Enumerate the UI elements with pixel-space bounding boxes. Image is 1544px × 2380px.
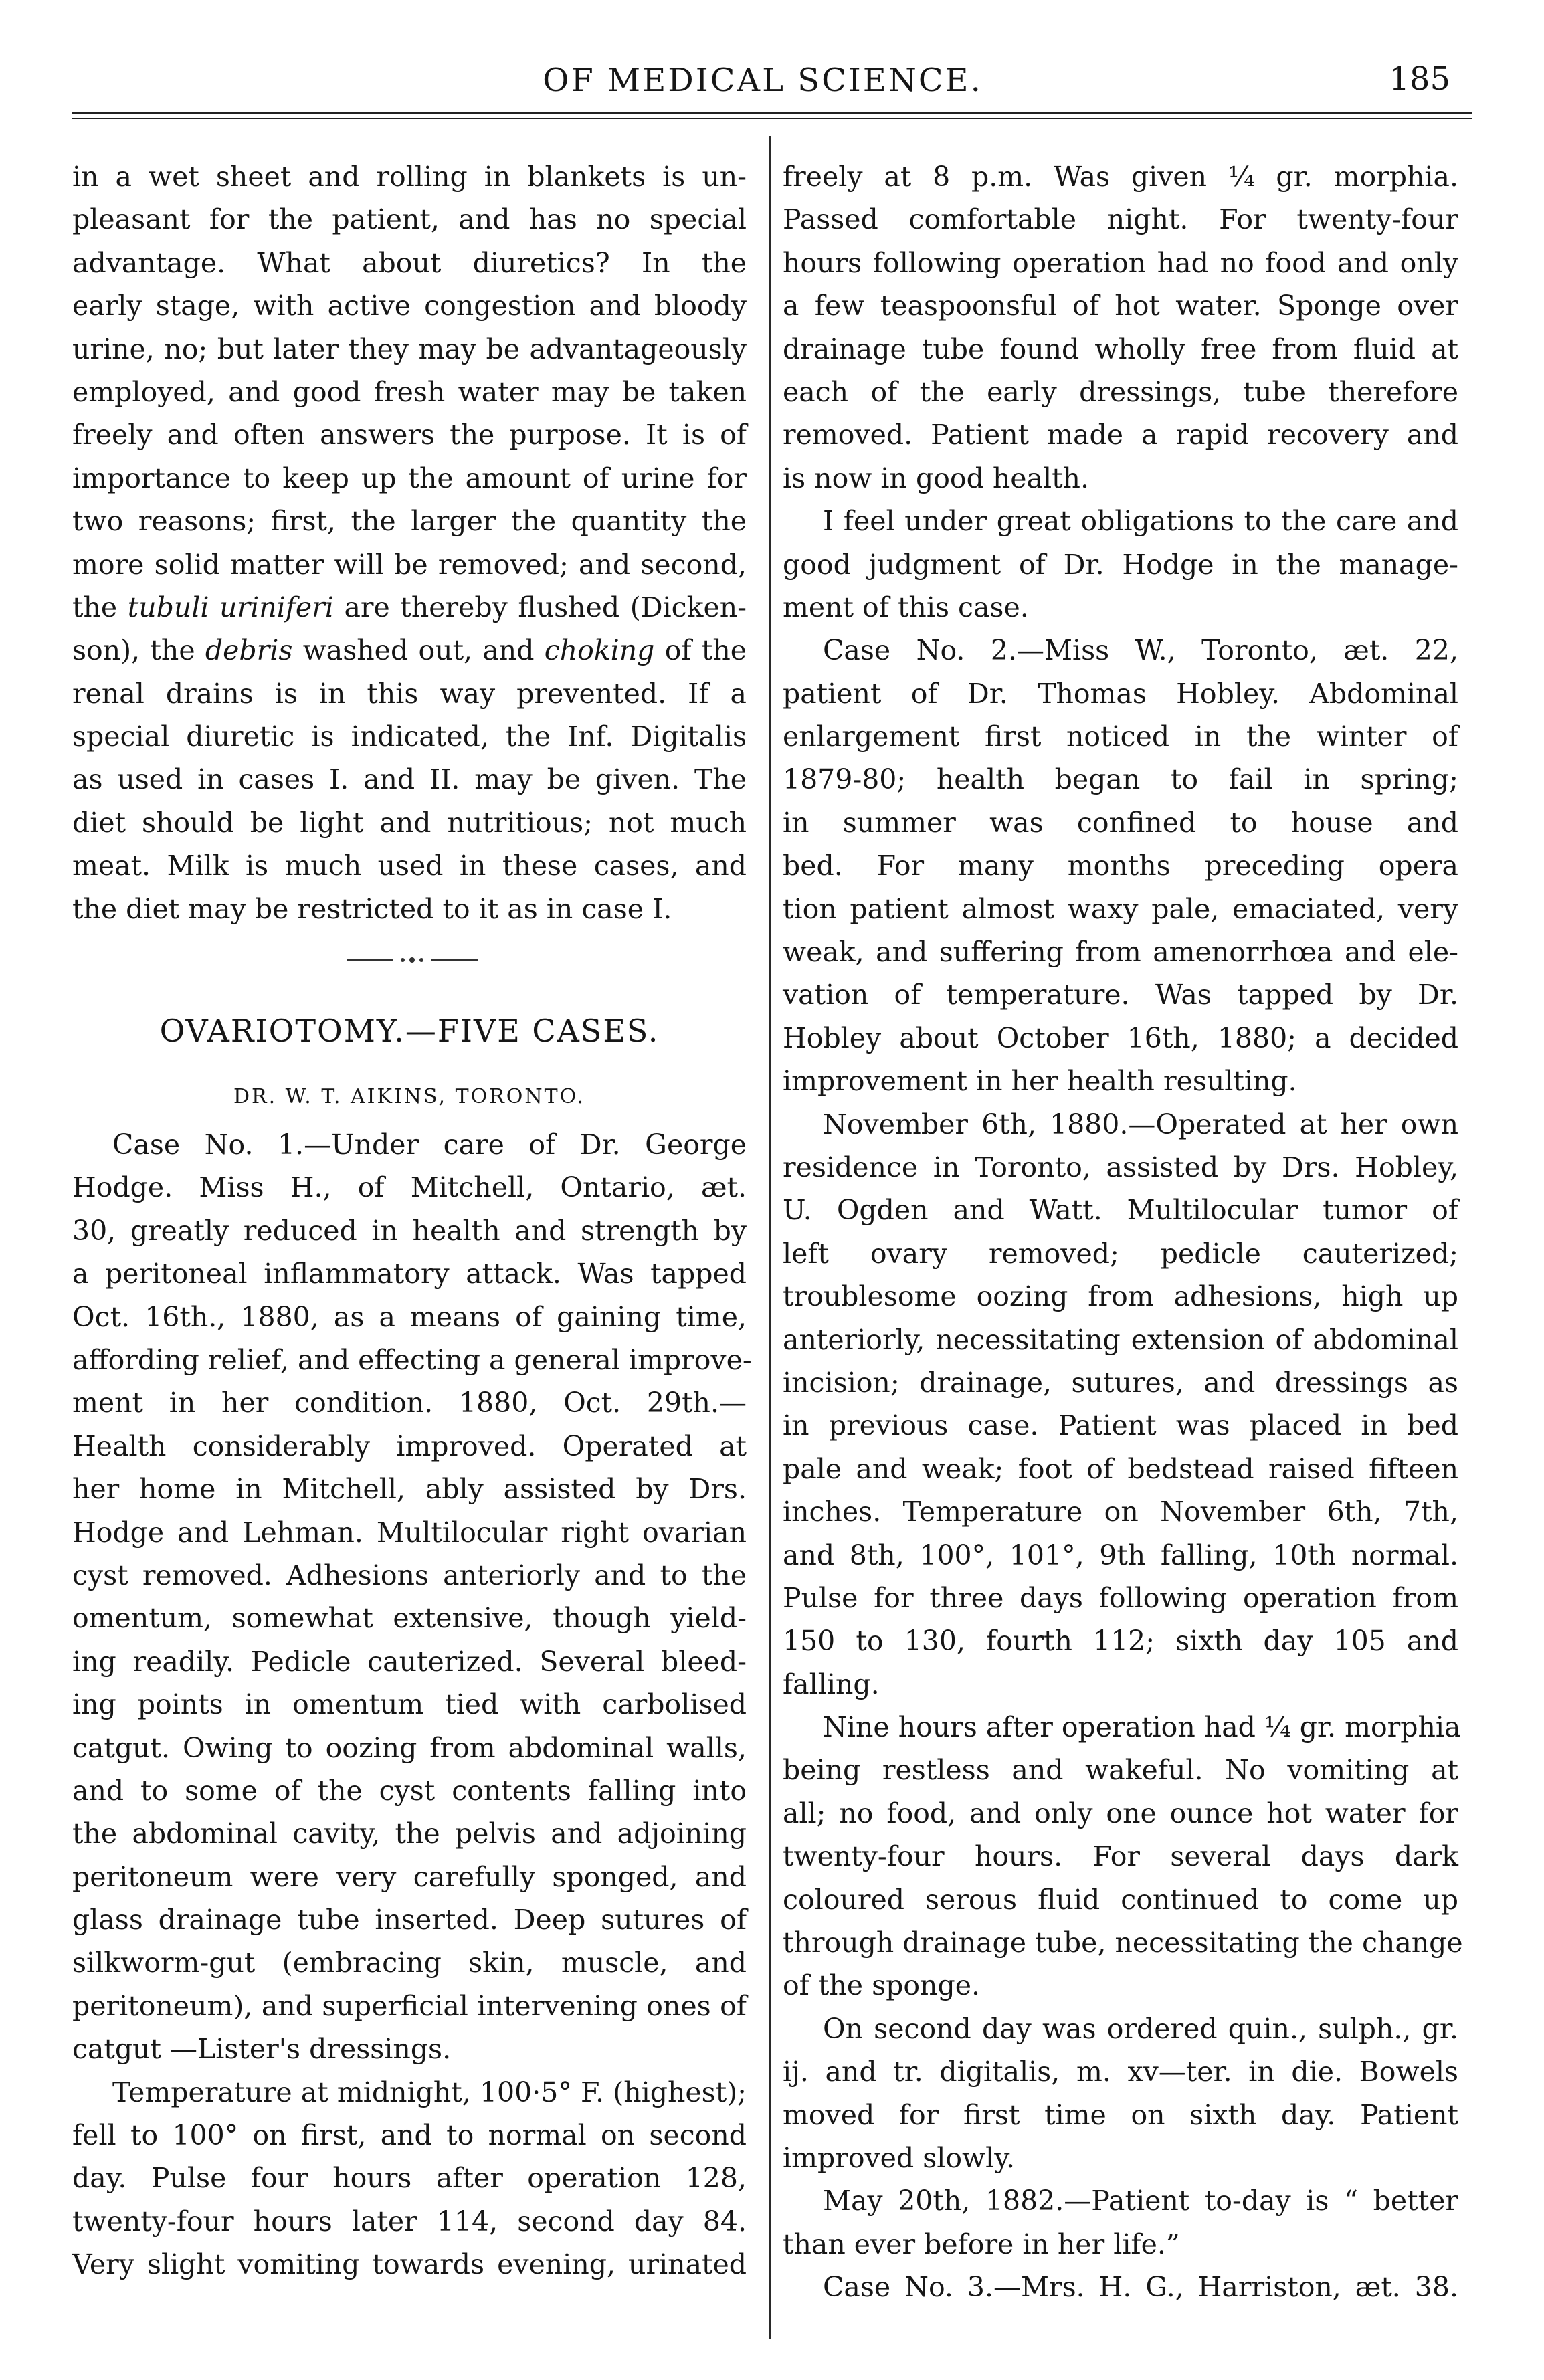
text-line: [72, 629, 747, 672]
text-line: residence in Toronto, assisted by Drs. Hobley,: [783, 1151, 1458, 1183]
text-line: employed, and good fresh water may be taken: [72, 375, 747, 408]
text-line: urine, no; but later they may be advantageously: [72, 332, 747, 365]
text-line: Very slight vomiting towards evening, urinated: [72, 2248, 747, 2281]
paragraph-case-1-temperature: [72, 2071, 747, 2286]
text-line: U. Ogden and Watt. Multilocular tumor of: [783, 1194, 1458, 1227]
text-line: incision; drainage, sutures, and dressings as: [783, 1366, 1458, 1399]
page-number: 185: [1389, 60, 1450, 98]
text-line: patient of Dr. Thomas Hobley. Abdominal: [783, 677, 1458, 710]
paragraph-case-2-medication: [783, 2007, 1458, 2180]
text-line: Case No. 3.—Mrs. H. G., Harriston, æt. 38.: [823, 2271, 1458, 2304]
text-line: of the sponge.: [783, 1969, 980, 2002]
text-line: cyst removed. Adhesions anteriorly and to the: [72, 1559, 747, 1591]
paragraph-acknowledgement: [783, 500, 1458, 629]
text-line: enlargement first noticed in the winter of: [783, 720, 1458, 753]
text-line: and 8th, 100°, 101°, 9th falling, 10th normal.: [783, 1539, 1458, 1571]
text-line: tion patient almost waxy pale, emaciated, very: [783, 892, 1458, 925]
text-line: through drainage tube, necessitating the change: [783, 1926, 1463, 1959]
right-column: [783, 155, 1463, 2309]
paragraph-case-2-outcome: [783, 2179, 1458, 2266]
column-divider: [769, 136, 771, 2339]
text-line: hours following operation had no food and only: [783, 246, 1458, 279]
text-line: is now in good health.: [783, 462, 1089, 494]
text-line: pleasant for the patient, and has no special: [72, 203, 747, 236]
text-line: peritoneum were very carefully sponged, and: [72, 1860, 747, 1893]
text-line: meat. Milk is much used in these cases, and: [72, 850, 747, 882]
text-line: improvement in her health resulting.: [783, 1065, 1297, 1098]
text-line: as used in cases I. and II. may be given. The: [72, 763, 747, 796]
text-line: anteriorly, necessitating extension of abdominal: [783, 1323, 1458, 1356]
text-line: left ovary removed; pedicle cauterized;: [783, 1237, 1458, 1270]
italic-term: choking: [544, 634, 655, 667]
text-line: the diet may be restricted to it as in case I.: [72, 892, 672, 925]
text-line: weak, and suffering from amenorrhœa and ele-: [783, 936, 1458, 969]
italic-term: debris: [205, 634, 293, 667]
text-line: [72, 586, 747, 629]
text-line: ij. and tr. digitalis, m. xv—ter. in die. Bowels: [783, 2056, 1458, 2088]
text-line: Case No. 2.—Miss W., Toronto, æt. 22,: [823, 634, 1458, 667]
text-line: 30, greatly reduced in health and strength by: [72, 1214, 747, 1247]
text-run: son), the: [72, 634, 205, 667]
text-line: all; no food, and only one ounce hot water for: [783, 1797, 1458, 1829]
paragraph-case-2: [783, 629, 1458, 1102]
text-line: ing points in omentum tied with carbolised: [72, 1688, 747, 1721]
text-line: in summer was confined to house and: [783, 806, 1458, 839]
text-line: each of the early dressings, tube therefore: [783, 375, 1458, 408]
text-line: ment in her condition. 1880, Oct. 29th.—: [72, 1387, 747, 1419]
paragraph-case-2-operation: [783, 1103, 1458, 1706]
text-line: ment of this case.: [783, 591, 1029, 623]
text-line: day. Pulse four hours after operation 128,: [72, 2162, 747, 2195]
text-line: twenty-four hours later 114, second day 84.: [72, 2205, 747, 2238]
text-line: Oct. 16th., 1880, as a means of gaining time,: [72, 1300, 747, 1333]
text-line: 150 to 130, fourth 112; sixth day 105 and: [783, 1625, 1458, 1658]
text-line: diet should be light and nutritious; not much: [72, 806, 747, 839]
text-line: a few teaspoonsful of hot water. Sponge over: [783, 290, 1458, 322]
text-line: twenty-four hours. For several days dark: [783, 1840, 1458, 1873]
text-line: inches. Temperature on November 6th, 7th,: [783, 1496, 1458, 1528]
paragraph-case-1-recovery: [783, 155, 1458, 500]
text-line: Passed comfortable night. For twenty-four: [783, 203, 1458, 236]
text-line: early stage, with active congestion and bloody: [72, 290, 747, 322]
text-line: drainage tube found wholly free from fluid at: [783, 332, 1458, 365]
text-line: freely and often answers the purpose. It is of: [72, 419, 747, 452]
text-line: affording relief, and effecting a general improve-: [72, 1343, 752, 1376]
text-line: the abdominal cavity, the pelvis and adjoining: [72, 1817, 747, 1850]
article-author: DR. W. T. AIKINS, TORONTO.: [233, 1085, 586, 1109]
text-line: On second day was ordered quin., sulph., gr.: [823, 2012, 1458, 2045]
text-run: the: [72, 591, 128, 623]
text-line: more solid matter will be removed; and second,: [72, 548, 747, 581]
text-line: Health considerably improved. Operated at: [72, 1429, 747, 1462]
text-line: improved slowly.: [783, 2141, 1016, 2174]
text-line: omentum, somewhat extensive, though yield-: [72, 1602, 747, 1635]
text-line: Hodge. Miss H., of Mitchell, Ontario, æt.: [72, 1171, 747, 1204]
divider-ornament: [347, 956, 478, 964]
text-line: pale and weak; foot of bedstead raised fifteen: [783, 1452, 1458, 1485]
text-line: a peritoneal inflammatory attack. Was tapped: [72, 1258, 747, 1290]
text-run: of the: [654, 634, 747, 667]
article-title: OVARIOTOMY.—FIVE CASES.: [159, 1013, 660, 1050]
header-rule-bottom: [72, 118, 1472, 119]
text-line: renal drains is in this way prevented. If a: [72, 677, 747, 710]
text-line: good judgment of Dr. Hodge in the manage-: [783, 548, 1458, 581]
paragraph-case-2-morphia: [783, 1706, 1463, 2007]
text-line: being restless and wakeful. No vomiting at: [783, 1754, 1458, 1787]
text-line: coloured serous fluid continued to come up: [783, 1883, 1458, 1916]
text-line: ing readily. Pedicle cauterized. Several bleed-: [72, 1645, 747, 1678]
text-line: importance to keep up the amount of urine for: [72, 462, 747, 494]
running-head: [0, 55, 1544, 102]
text-line: bed. For many months preceding opera: [783, 850, 1458, 882]
text-line: glass drainage tube inserted. Deep sutures of: [72, 1904, 747, 1937]
text-line: removed. Patient made a rapid recovery and: [783, 419, 1458, 452]
text-line: special diuretic is indicated, the Inf. Digitalis: [72, 720, 747, 753]
text-line: advantage. What about diuretics? In the: [72, 246, 747, 279]
text-line: Hobley about October 16th, 1880; a decided: [783, 1021, 1458, 1054]
text-line: November 6th, 1880.—Operated at her own: [823, 1108, 1458, 1141]
text-line: catgut —Lister's dressings.: [72, 2033, 452, 2066]
text-line: falling.: [783, 1668, 880, 1700]
section-ornament: [72, 930, 747, 991]
text-line: May 20th, 1882.—Patient to-day is “ better: [823, 2185, 1458, 2217]
text-line: fell to 100° on first, and to normal on second: [72, 2119, 747, 2152]
text-line: than ever before in her life.”: [783, 2227, 1180, 2260]
italic-term: tubuli uriniferi: [127, 591, 334, 623]
paragraph-case-3: [783, 2266, 1458, 2308]
text-line: Case No. 1.—Under care of Dr. George: [112, 1128, 747, 1161]
text-line: silkworm-gut (embracing skin, muscle, and: [72, 1947, 747, 1979]
running-title: OF MEDICAL SCIENCE.: [543, 62, 983, 99]
text-line: and to some of the cyst contents falling into: [72, 1774, 747, 1807]
text-line: two reasons; first, the larger the quantity the: [72, 505, 747, 538]
text-line: Nine hours after operation had ¼ gr. morphia: [823, 1711, 1461, 1744]
text-line: freely at 8 p.m. Was given ¼ gr. morphia.: [783, 161, 1458, 193]
text-run: are thereby flushed (Dicken-: [333, 591, 747, 623]
text-run: washed out, and: [292, 634, 545, 667]
text-line: troublesome oozing from adhesions, high up: [783, 1280, 1458, 1313]
header-rule-top: [72, 112, 1472, 114]
paragraph-diuretics: [72, 155, 747, 930]
text-line: Hodge and Lehman. Multilocular right ovarian: [72, 1516, 747, 1549]
left-column: [72, 155, 752, 2286]
text-line: in a wet sheet and rolling in blankets is un-: [72, 161, 747, 193]
text-line: moved for first time on sixth day. Patient: [783, 2098, 1458, 2131]
text-line: catgut. Owing to oozing from abdominal walls,: [72, 1731, 747, 1764]
text-line: I feel under great obligations to the care and: [823, 505, 1458, 538]
text-line: vation of temperature. Was tapped by Dr.: [783, 979, 1458, 1011]
text-line: her home in Mitchell, ably assisted by Drs.: [72, 1473, 747, 1506]
text-line: 1879-80; health began to fail in spring;: [783, 763, 1458, 796]
text-line: Pulse for three days following operation from: [783, 1581, 1458, 1614]
paragraph-case-1: [72, 1123, 752, 2071]
text-line: in previous case. Patient was placed in bed: [783, 1409, 1458, 1442]
text-line: peritoneum), and superficial intervening ones of: [72, 1989, 747, 2022]
text-line: Temperature at midnight, 100·5° F. (highest);: [112, 2076, 747, 2108]
